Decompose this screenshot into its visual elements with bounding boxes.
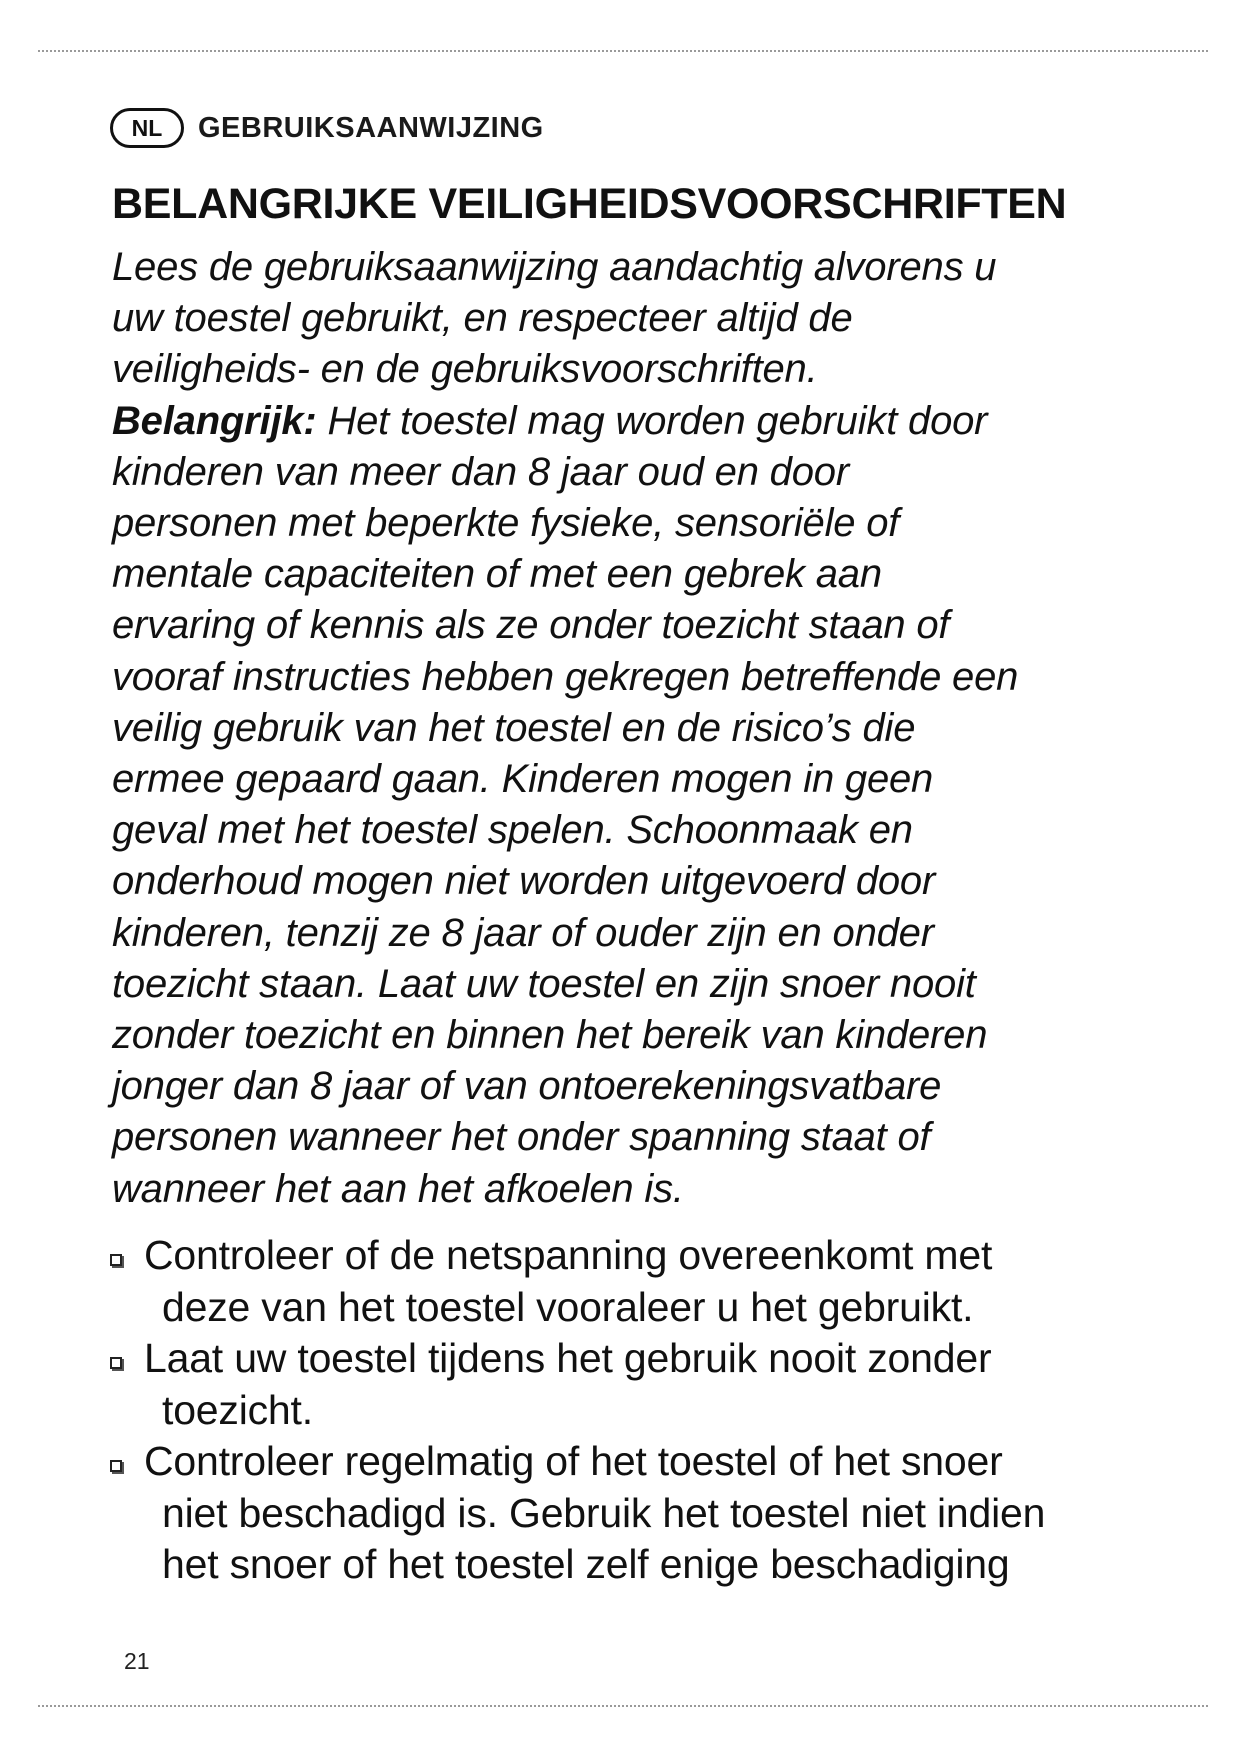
important-line: ermee gepaard gaan. Kinderen mogen in geen: [112, 757, 934, 802]
checkbox-bullet-icon: [110, 1460, 122, 1472]
list-item-line: Controleer regelmatig of het toestel of het snoer: [144, 1438, 1003, 1484]
important-line: kinderen van meer dan 8 jaar oud en door: [112, 449, 849, 494]
list-item-text: [144, 1436, 1140, 1591]
list-item: [110, 1333, 1140, 1436]
important-line: onderhoud mogen niet worden uitgevoerd door: [112, 859, 936, 904]
list-item: [110, 1230, 1140, 1333]
important-line: veilig gebruik van het toestel en de risico’s die: [112, 705, 916, 750]
important-line: wanneer het aan het afkoelen is.: [112, 1166, 684, 1211]
bottom-dotted-divider: [38, 1705, 1208, 1707]
top-dotted-divider: [38, 50, 1208, 52]
list-item-line: deze van het toestel vooraleer u het gebruikt.: [162, 1283, 974, 1330]
safety-bullet-list: [110, 1230, 1140, 1591]
checkbox-bullet-icon: [110, 1254, 122, 1266]
important-line: zonder toezicht en binnen het bereik van kinderen: [112, 1013, 988, 1058]
list-item-line: Controleer of de netspanning overeenkomt met: [144, 1232, 993, 1278]
important-line: Het toestel mag worden gebruikt door: [316, 398, 988, 443]
language-header: [110, 108, 544, 148]
language-badge: NL: [110, 108, 184, 148]
important-line: personen wanneer het onder spanning staat of: [112, 1115, 931, 1160]
manual-title: GEBRUIKSAANWIJZING: [198, 111, 544, 144]
list-item: [110, 1436, 1140, 1591]
list-item-line: toezicht.: [162, 1386, 313, 1433]
section-title: BELANGRIJKE VEILIGHEIDSVOORSCHRIFTEN: [112, 180, 1067, 228]
list-item-text: [144, 1333, 1140, 1436]
important-label: Belangrijk:: [112, 398, 317, 443]
list-item-line: het snoer of het toestel zelf enige beschadiging: [162, 1541, 1010, 1587]
checkbox-bullet-icon: [110, 1357, 122, 1369]
important-line: mentale capaciteiten of met een gebrek aan: [112, 552, 882, 597]
important-line: jonger dan 8 jaar of van ontoerekeningsvatbare: [112, 1064, 942, 1109]
page-number: 21: [124, 1648, 150, 1674]
important-line: personen met beperkte fysieke, sensoriële of: [112, 501, 900, 546]
list-item-line: Laat uw toestel tijdens het gebruik nooit zonder: [144, 1335, 992, 1381]
intro-line: veiligheids- en de gebruiksvoorschriften.: [112, 347, 818, 392]
list-item-line: niet beschadigd is. Gebruik het toestel niet indien: [162, 1489, 1046, 1536]
important-line: geval met het toestel spelen. Schoonmaak en: [112, 808, 913, 853]
list-item-text: [144, 1230, 1140, 1333]
intro-line: Lees de gebruiksaanwijzing aandachtig alvorens u: [112, 245, 997, 289]
safety-intro-paragraph: [112, 242, 1132, 1215]
important-line: toezicht staan. Laat uw toestel en zijn snoer nooit: [112, 961, 976, 1006]
intro-line: uw toestel gebruikt, en respecteer altijd de: [112, 296, 853, 341]
important-line: kinderen, tenzij ze 8 jaar of ouder zijn en onder: [112, 910, 934, 955]
important-line: vooraf instructies hebben gekregen betreffende een: [112, 654, 1019, 699]
important-line: ervaring of kennis als ze onder toezicht staan of: [112, 603, 950, 648]
